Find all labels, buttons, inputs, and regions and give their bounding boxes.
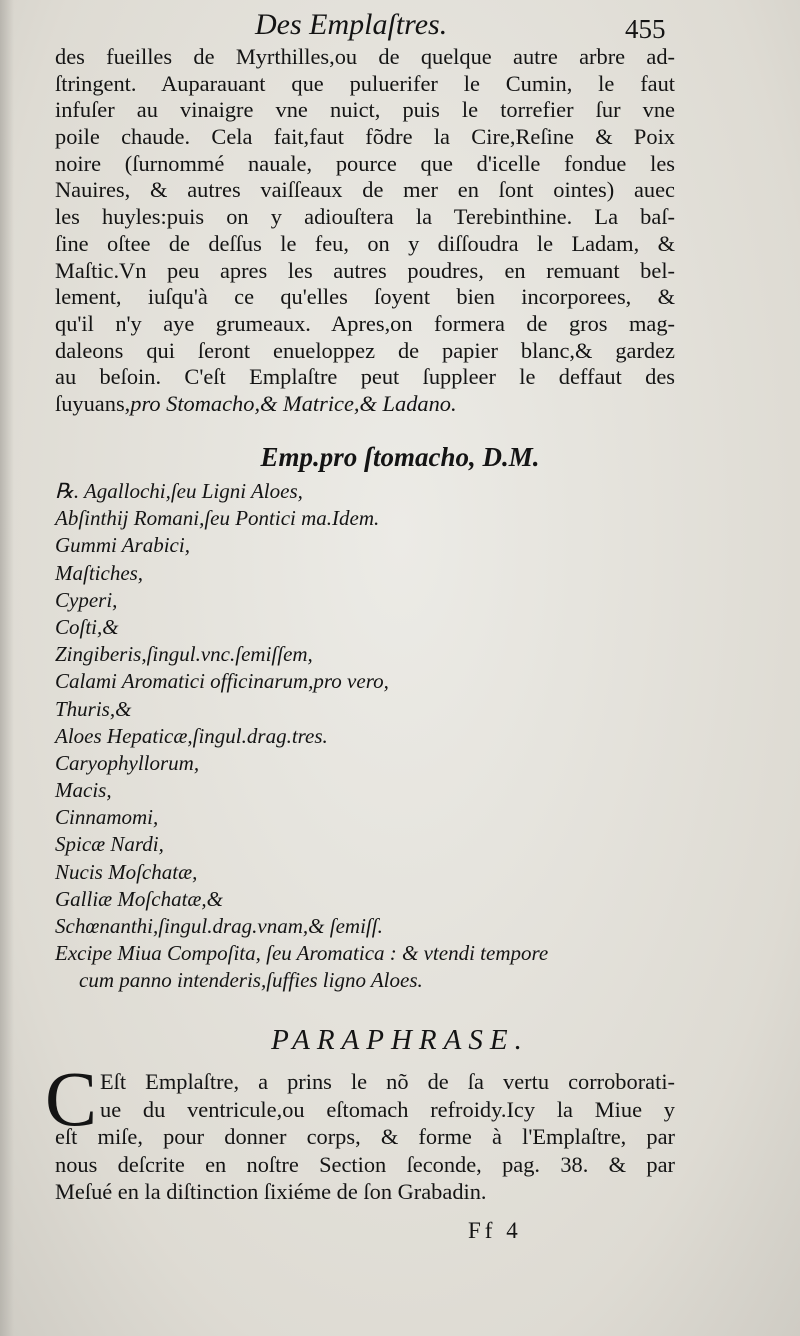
recipe-item: Cinnamomi, xyxy=(55,805,159,830)
recipe-item: Spicæ Nardi, xyxy=(55,832,164,857)
text-line: qu'il n'y aye grumeaux. Apres,on formera de gros mag- xyxy=(55,310,675,336)
recipe-title: Emp.pro ſtomacho, D.M. xyxy=(260,442,540,472)
last-line-italic: pro Stomacho,& Matrice,& Ladano. xyxy=(130,390,457,416)
recipe-item: Cyperi, xyxy=(55,587,118,612)
text-line: ſtringent. Auparauant que puluerifer le Cumin, le faut xyxy=(55,70,675,96)
drop-cap: C xyxy=(45,1055,98,1142)
text-line: Nauires, & autres vaiſſeaux de mer en ſont ointes) auec xyxy=(55,177,675,203)
last-line-prefix: ſuyuans, xyxy=(55,390,131,416)
running-title: Des Emplaſtres. xyxy=(255,8,448,41)
text-line: eſt miſe, pour donner corps, & forme à l'Emplaſtre, par xyxy=(55,1124,675,1149)
signature-mark: Ff 4 xyxy=(468,1218,522,1243)
recipe-item: Nucis Moſchatæ, xyxy=(55,859,198,884)
page-gutter-shadow xyxy=(0,0,14,1336)
text-line: lement, iuſqu'à ce qu'elles ſoyent bien incorporees, & xyxy=(55,284,675,310)
page-number: 455 xyxy=(625,14,666,44)
text-line: Maſtic.Vn peu apres les autres poudres, en remuant bel- xyxy=(55,257,675,283)
text-line-last xyxy=(55,391,675,418)
text-line: nous deſcrite en noſtre Section ſeconde, pag. 38. & par xyxy=(55,1151,675,1177)
recipe-item: ℞. Agallochi,ſeu Ligni Aloes, xyxy=(55,479,303,503)
recipe-item: Schœnanthi,ſingul.drag.vnam,& ſemiſſ. xyxy=(55,914,383,938)
recipe-item: Maſtiches, xyxy=(55,560,144,585)
recipe-item: Galliæ Moſchatæ,& xyxy=(55,886,223,911)
recipe-item: Calami Aromatici officinarum,pro vero, xyxy=(55,669,389,694)
recipe-item: Thuris,& xyxy=(55,696,132,721)
text-line: Eſt Emplaſtre, a prins le nõ de ſa vertu corroborati- xyxy=(100,1069,675,1094)
recipe-item: Zingiberis,ſingul.vnc.ſemiſſem, xyxy=(55,642,313,667)
recipe-list xyxy=(55,478,705,995)
recipe-item: Coſti,& xyxy=(55,614,119,639)
main-paragraph xyxy=(55,44,675,418)
paraphrase-title: PARAPHRASE. xyxy=(271,1024,529,1056)
recipe-item: Gummi Arabici, xyxy=(55,533,190,558)
text-line: Meſué en la diſtinction ſixiéme de ſon Grabadin. xyxy=(55,1179,487,1204)
text-line: infuſer au vinaigre vne nuict, puis le torrefier ſur vne xyxy=(55,97,675,123)
text-line: ſine oſtee de deſſus le feu, on y diſſoudra le Ladam, & xyxy=(55,230,675,256)
text-line: poile chaude. Cela fait,faut fõdre la Cire,Reſine & Poix xyxy=(55,124,675,150)
text-line: noire (ſurnommé nauale, pource que d'icelle fondue les xyxy=(55,150,675,176)
recipe-item: Aloes Hepaticæ,ſingul.drag.tres. xyxy=(55,723,328,748)
paraphrase-paragraph xyxy=(45,1055,675,1206)
recipe-item: Excipe Miua Compoſita, ſeu Aromatica : & vtendi tempore xyxy=(55,941,549,966)
recipe-item: Caryophyllorum, xyxy=(55,750,200,775)
text-line: daleons qui ſeront enueloppez de papier blanc,& gardez xyxy=(55,337,675,363)
recipe-item: cum panno intenderis,ſuffies ligno Aloes. xyxy=(79,968,423,993)
recipe-item: Abſinthij Romani,ſeu Pontici ma.Idem. xyxy=(55,506,380,531)
recipe-item: Macis, xyxy=(55,778,112,803)
text-line: des fueilles de Myrthilles,ou de quelque autre arbre ad- xyxy=(55,44,675,69)
text-line: au beſoin. C'eſt Emplaſtre peut ſuppleer le deffaut des xyxy=(55,364,675,390)
running-head xyxy=(0,6,800,46)
text-line: les huyles:puis on y adiouſtera la Terebinthine. La baſ- xyxy=(55,204,675,230)
text-line: ue du ventricule,ou eſtomach refroidy.Icy la Miue y xyxy=(100,1096,675,1122)
